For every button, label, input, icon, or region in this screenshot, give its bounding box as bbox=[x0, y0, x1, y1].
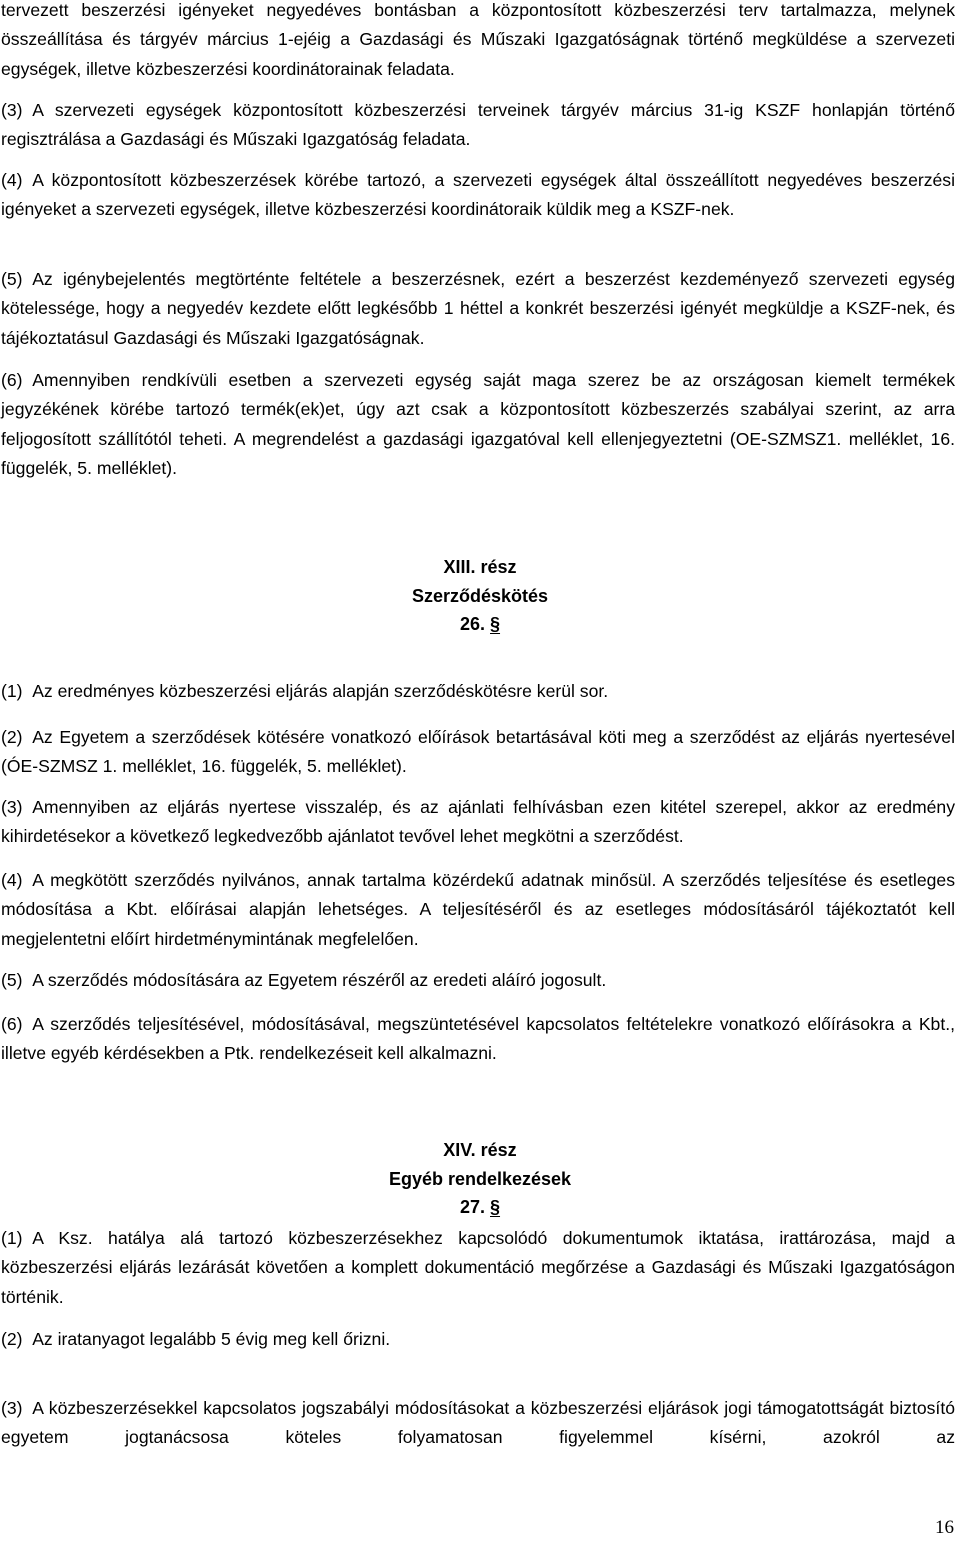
paragraph-text: tervezett beszerzési igényeket negyedéves bontásban a központosított közbeszerzési terv tartalmazza, melynek összeállítása és tárgyév március 1-ejéig a Gazdasági és Műszaki Igazgatóságnak történő megküldése a szervezeti egységek, illetve közbeszerzési koordinátorainak feladata. bbox=[1, 0, 955, 79]
paragraph-12-3 bbox=[1, 96, 955, 155]
paragraph-text: Az Egyetem a szerződések kötésére vonatkozó előírások betartásával köti meg a szerződést az eljárás nyertesével (ÓE-SZMSZ 1. melléklet, 16. függelék, 5. melléklet). bbox=[1, 727, 955, 777]
paragraph-number: (2) bbox=[1, 727, 23, 747]
paragraph-12-6 bbox=[1, 366, 955, 484]
paragraph-13-4 bbox=[1, 866, 955, 954]
section-number: 26. § bbox=[459, 614, 501, 634]
continuation-paragraph bbox=[1, 0, 955, 84]
paragraph-text: A megkötött szerződés nyilvános, annak tartalma közérdekű adatnak minősül. A szerződés teljesítése és esetleges módosítása a Kbt. előírásai alapján lehetséges. A teljesítéséről és az esetleges módosításáról tájékoztatót kell megjelentetni előírt hirdetménymintának megfelelően. bbox=[1, 870, 955, 949]
page-number: 16 bbox=[935, 1517, 954, 1538]
paragraph-number: (3) bbox=[1, 100, 23, 120]
paragraph-text: A szervezeti egységek központosított közbeszerzési terveinek tárgyév március 31-ig KSZF honlapján történő regisztrálása a Gazdasági és Műszaki Igazgatóság feladata. bbox=[1, 100, 955, 150]
paragraph-13-1 bbox=[1, 677, 955, 706]
paragraph-number: (3) bbox=[1, 797, 23, 817]
paragraph-number: (5) bbox=[1, 269, 23, 289]
paragraph-number: (3) bbox=[1, 1398, 23, 1418]
paragraph-12-5 bbox=[1, 265, 955, 353]
paragraph-number: (6) bbox=[1, 1014, 23, 1034]
paragraph-text: A központosított közbeszerzések körébe tartozó, a szervezeti egységek által összeállított negyedéves beszerzési igényeket a szervezeti egységek, illetve közbeszerzési koordinátoraik küldik meg a KSZF-nek. bbox=[1, 170, 955, 220]
paragraph-14-2 bbox=[1, 1325, 955, 1354]
section-sign: § bbox=[490, 614, 501, 634]
paragraph-number: (4) bbox=[1, 870, 23, 890]
section-sign: § bbox=[490, 1197, 501, 1217]
paragraph-12-4 bbox=[1, 166, 955, 225]
paragraph-13-5 bbox=[1, 966, 955, 995]
part-title: XIII. rész bbox=[443, 557, 517, 577]
paragraph-14-3 bbox=[1, 1394, 955, 1453]
section-title: Szerződéskötés bbox=[411, 585, 549, 606]
paragraph-13-6 bbox=[1, 1010, 955, 1069]
paragraph-text: Az iratanyagot legalább 5 évig meg kell őrizni. bbox=[32, 1329, 391, 1349]
section-heading-xiv bbox=[0, 1136, 960, 1222]
paragraph-text: A Ksz. hatálya alá tartozó közbeszerzésekhez kapcsolódó dokumentumok iktatása, irattározása, majd a közbeszerzési eljárás lezárását követően a komplett dokumentáció megőrzése a Gazdasági és Műszaki Igazgatóságon történik. bbox=[1, 1228, 955, 1307]
paragraph-number: (5) bbox=[1, 970, 23, 990]
paragraph-text: Amennyiben rendkívüli esetben a szervezeti egység saját maga szerez be az országosan kiemelt termékek jegyzékének körébe tartozó termék(ek)et, úgy azt csak a központosított közbeszerzés szabályai szerint, az arra feljogosított szállítótól teheti. A megrendelést a gazdasági igazgatóval kell ellenjegyeztetni (OE-SZMSZ1. melléklet, 16. függelék, 5. melléklet). bbox=[1, 370, 955, 479]
paragraph-14-1 bbox=[1, 1224, 955, 1312]
part-title: XIV. rész bbox=[443, 1140, 517, 1160]
section-number: 27. § bbox=[459, 1197, 501, 1217]
paragraph-13-2 bbox=[1, 723, 955, 782]
paragraph-text: A közbeszerzésekkel kapcsolatos jogszabályi módosításokat a közbeszerzési eljárások jogi támogatottságát biztosító egyetem jogtanácsosa köteles folyamatosan figyelemmel kísérni, azokról az bbox=[1, 1398, 955, 1448]
section-title: Egyéb rendelkezések bbox=[388, 1168, 572, 1189]
section-heading-xiii bbox=[0, 553, 960, 639]
paragraph-number: (1) bbox=[1, 681, 23, 701]
paragraph-number: (6) bbox=[1, 370, 23, 390]
paragraph-text: A szerződés módosítására az Egyetem részéről az eredeti aláíró jogosult. bbox=[32, 970, 607, 990]
paragraph-text: Amennyiben az eljárás nyertese visszalép, és az ajánlati felhívásban ezen kitétel szerepel, akkor az eredmény kihirdetésekor a következő legkedvezőbb ajánlatot tevővel lehet megkötni a szerződést. bbox=[1, 797, 955, 847]
paragraph-text: Az igénybejelentés megtörténte feltétele a beszerzésnek, ezért a beszerzést kezdeményező szervezeti egység kötelessége, hogy a negyedév kezdete előtt legkésőbb 1 héttel a konkrét beszerzési igényét megküldje a KSZF-nek, és tájékoztatásul Gazdasági és Műszaki Igazgatóságnak. bbox=[1, 269, 955, 348]
paragraph-text: A szerződés teljesítésével, módosításával, megszüntetésével kapcsolatos feltételekre vonatkozó előírásokra a Kbt., illetve egyéb kérdésekben a Ptk. rendelkezéseit kell alkalmazni. bbox=[1, 1014, 955, 1064]
paragraph-text: Az eredményes közbeszerzési eljárás alapján szerződéskötésre kerül sor. bbox=[32, 681, 609, 701]
paragraph-number: (2) bbox=[1, 1329, 23, 1349]
paragraph-number: (4) bbox=[1, 170, 23, 190]
paragraph-13-3 bbox=[1, 793, 955, 852]
paragraph-number: (1) bbox=[1, 1228, 23, 1248]
